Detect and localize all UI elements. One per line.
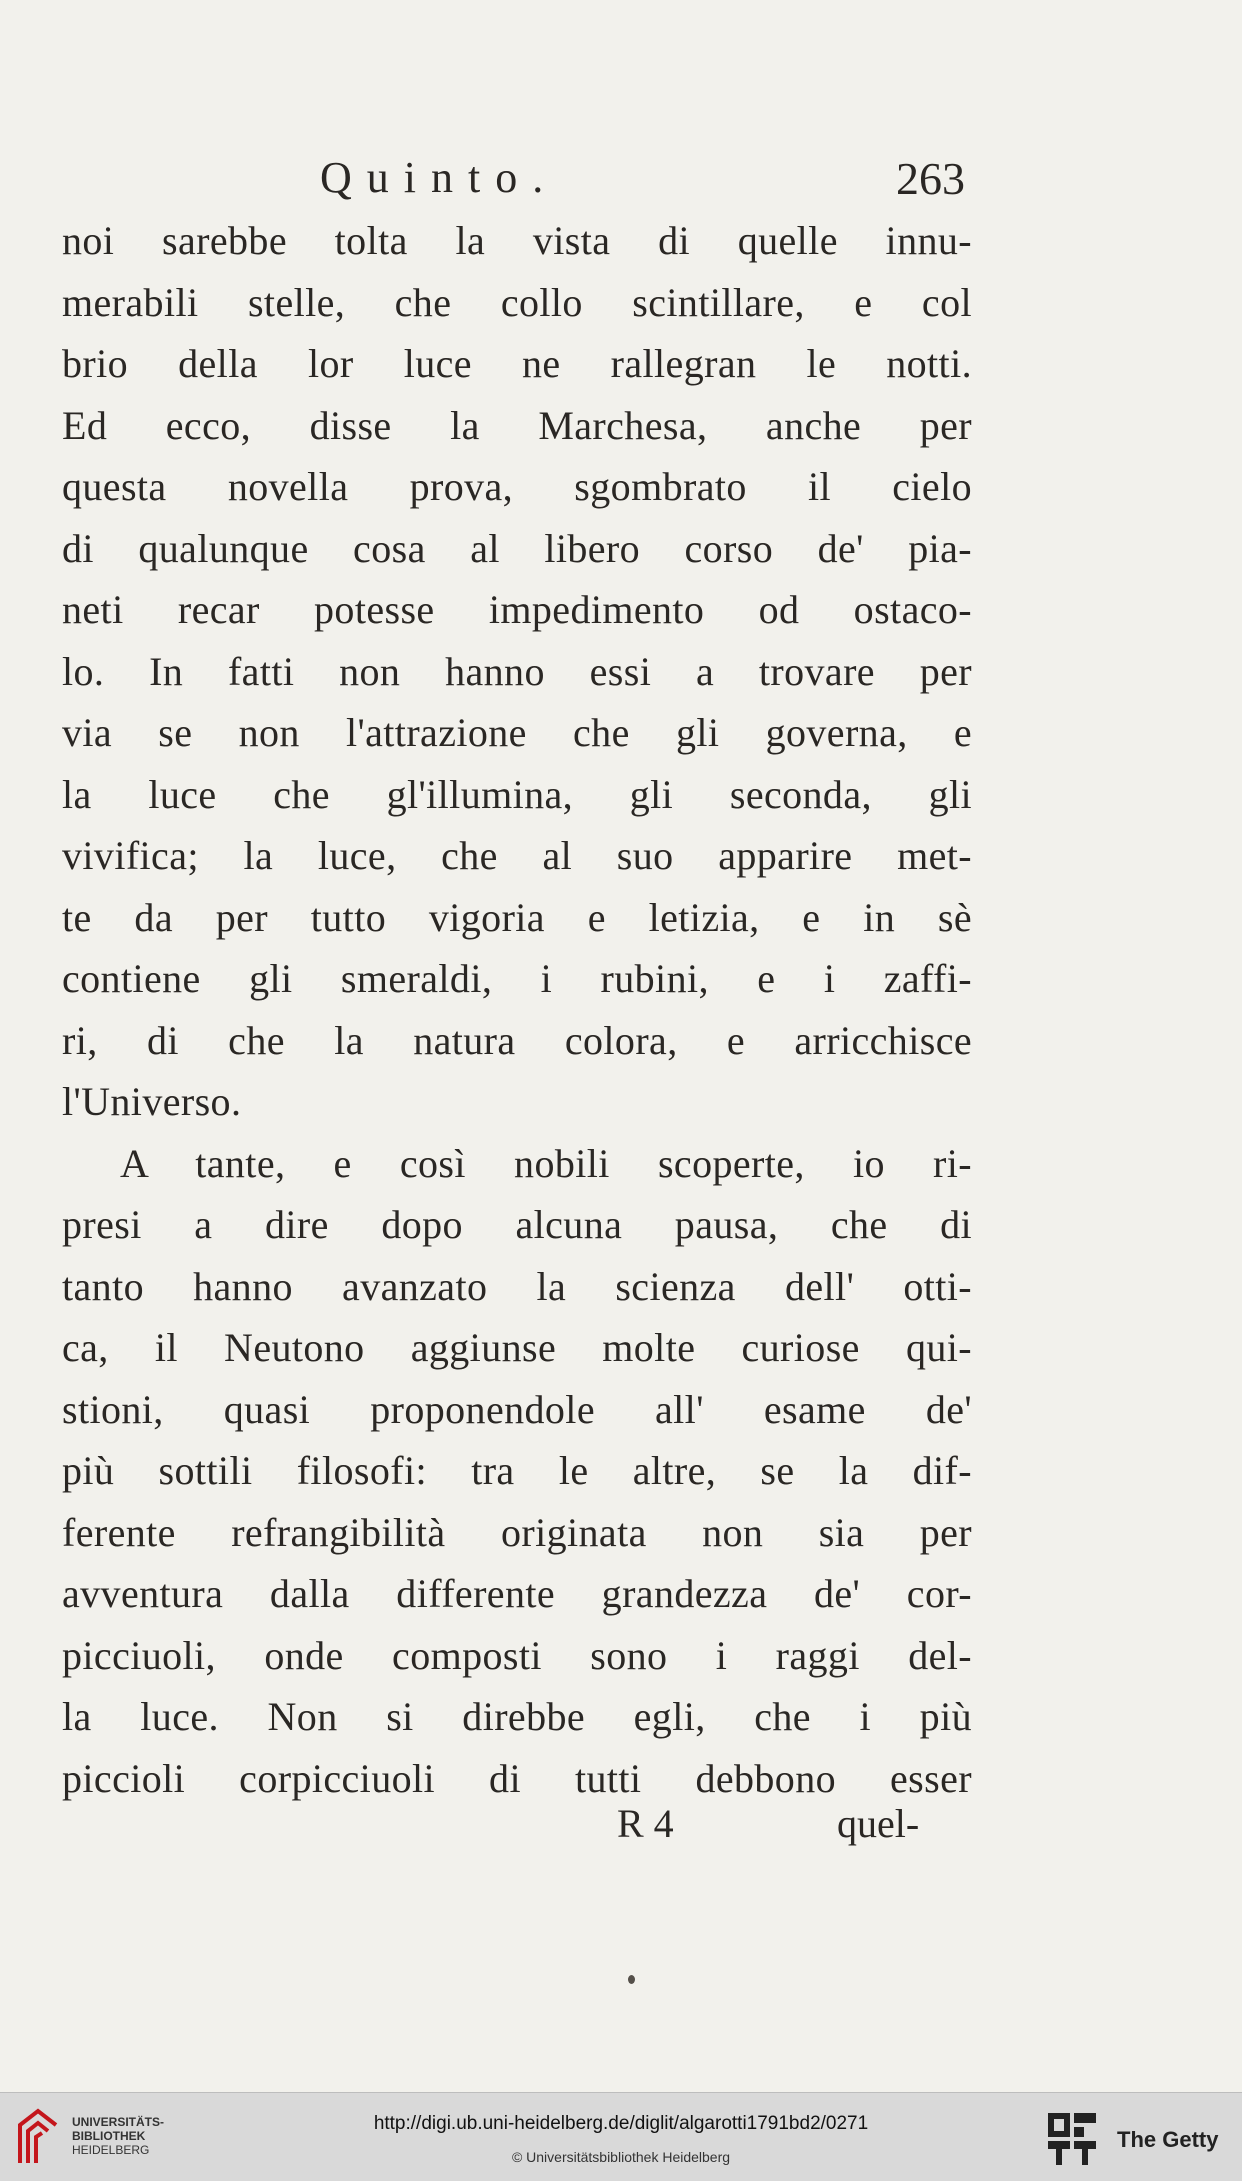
text-line: A tante, e così nobili scoperte, io ri- (120, 1140, 972, 1186)
library-name-line: UNIVERSITÄTS- (72, 2115, 165, 2129)
text-line: tanto hanno avanzato la scienza dell' otti- (62, 1263, 972, 1309)
text-line: Ed ecco, disse la Marchesa, anche per (62, 402, 972, 448)
text-line: te da per tutto vigoria e letizia, e in sè (62, 894, 972, 940)
text-line: piccioli corpicciuoli di tutti debbono esser (62, 1755, 972, 1801)
text-line: ca, il Neutono aggiunse molte curiose qui- (62, 1325, 972, 1370)
text-line: merabili stelle, che collo scintillare, e col (62, 279, 972, 325)
text-line: picciuoli, onde composti sono i raggi del- (62, 1632, 972, 1678)
text-line: questa novella prova, sgombrato il cielo (62, 464, 972, 509)
body-text (62, 210, 972, 1809)
permalink-url[interactable]: http://digi.ub.uni-heidelberg.de/diglit/algarotti1791bd2/0271 (373, 2113, 869, 2134)
text-line: più sottili filosofi: tra le altre, se la dif- (62, 1448, 972, 1493)
viewer-footer (0, 2092, 1242, 2181)
text-line: la luce che gl'illumina, gli seconda, gli (62, 771, 972, 817)
library-name-line: HEIDELBERG (72, 2143, 150, 2157)
paper-speck (628, 1975, 635, 1984)
text-line: contiene gli smeraldi, i rubini, e i zaffi- (62, 956, 972, 1001)
copyright-notice: © Universitätsbibliothek Heidelberg (511, 2149, 731, 2165)
text-line: avventura dalla differente grandezza de' cor- (62, 1571, 972, 1616)
text-line: via se non l'attrazione che gli governa, e (62, 710, 972, 755)
library-name-line: BIBLIOTHEK (72, 2129, 146, 2143)
text-line: di qualunque cosa al libero corso de' pia- (62, 525, 972, 571)
getty-logo-icon (1046, 2111, 1098, 2167)
text-line: ri, di che la natura colora, e arricchisce (62, 1017, 972, 1063)
text-line: vivifica; la luce, che al suo apparire met- (62, 833, 972, 878)
text-line: stioni, quasi proponendole all' esame de' (62, 1386, 972, 1432)
text-line: l'Universo. (62, 1079, 242, 1124)
catchword: quel- (837, 1801, 920, 1846)
text-line: presi a dire dopo alcuna pausa, che di (62, 1202, 972, 1247)
page-number: 263 (896, 153, 965, 204)
text-line: noi sarebbe tolta la vista di quelle innu- (62, 218, 972, 263)
signature-mark: R 4 (617, 1801, 674, 1846)
text-line: la luce. Non si direbbe egli, che i più (62, 1694, 972, 1739)
running-head-title: Quinto. (320, 153, 559, 202)
text-line: brio della lor luce ne rallegran le notti. (62, 341, 972, 386)
running-head (60, 152, 965, 204)
text-line: ferente refrangibilità originata non sia per (62, 1509, 972, 1555)
text-line: lo. In fatti non hanno essi a trovare per (62, 648, 972, 694)
text-line: neti recar potesse impedimento od ostaco- (62, 587, 972, 632)
partner-name[interactable]: The Getty (1117, 2127, 1219, 2152)
catchline (62, 1800, 972, 1862)
